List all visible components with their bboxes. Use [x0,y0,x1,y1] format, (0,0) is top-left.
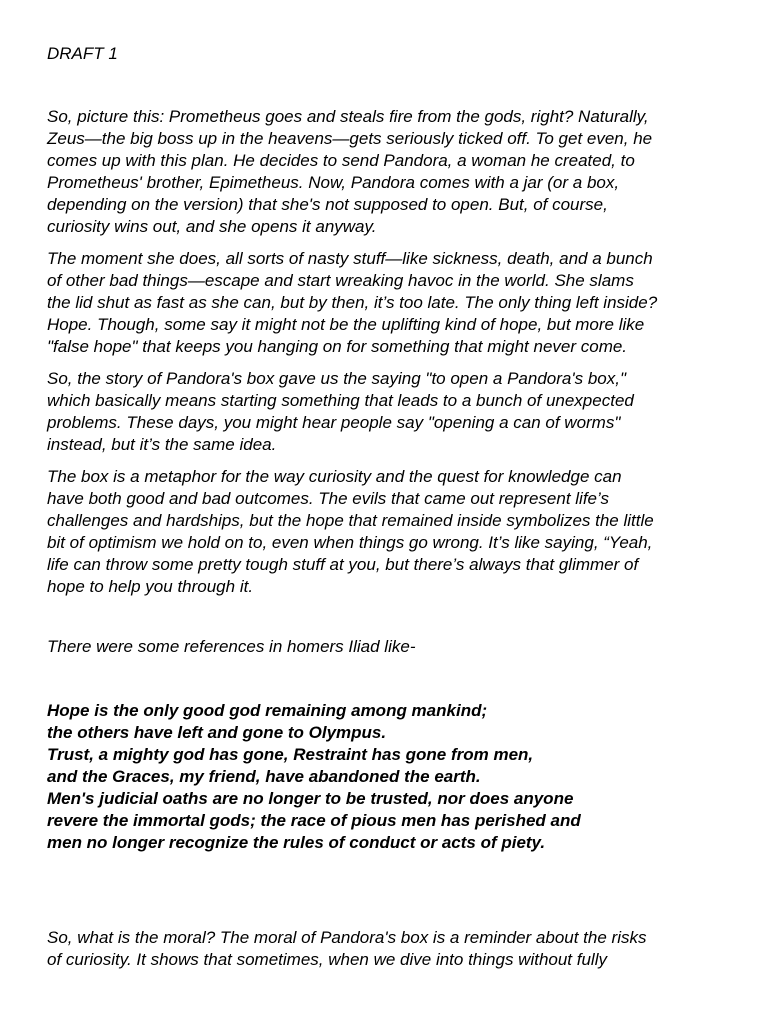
paragraph-prometheus [47,106,737,238]
text-line: So, what is the moral? The moral of Pandora's box is a reminder about the risks [47,928,647,947]
draft-title: DRAFT 1 [47,44,118,63]
text-line: of curiosity. It shows that sometimes, when we dive into things without fully [47,950,607,969]
text-line: of other bad things—escape and start wreaking havoc in the world. She slams [47,271,634,290]
text-line: problems. These days, you might hear people say "opening a can of worms" [47,413,621,432]
text-line: which basically means starting something that leads to a bunch of unexpected [47,391,634,410]
text-line: have both good and bad outcomes. The evils that came out represent life’s [47,489,609,508]
paragraph-opening [47,248,737,358]
quote-line: Hope is the only good god remaining among mankind; [47,701,488,720]
text-line: So, picture this: Prometheus goes and steals fire from the gods, right? Naturally, [47,107,649,126]
text-line: bit of optimism we hold on to, even when things go wrong. It’s like saying, “Yeah, [47,533,653,552]
body-text [47,106,737,608]
paragraph-saying [47,368,737,456]
text-line: Prometheus' brother, Epimetheus. Now, Pandora comes with a jar (or a box, [47,173,620,192]
paragraph-metaphor [47,466,737,598]
moral-paragraph [47,927,646,971]
text-line: Zeus—the big boss up in the heavens—gets seriously ticked off. To get even, he [47,129,653,148]
quote-line: Trust, a mighty god has gone, Restraint has gone from men, [47,745,534,764]
text-line: challenges and hardships, but the hope that remained inside symbolizes the little [47,511,654,530]
quote-line: men no longer recognize the rules of conduct or acts of piety. [47,833,546,852]
text-line: So, the story of Pandora's box gave us the saying "to open a Pandora's box," [47,369,626,388]
text-line: The moment she does, all sorts of nasty stuff—like sickness, death, and a bunch [47,249,653,268]
text-line: depending on the version) that she's not supposed to open. But, of course, [47,195,608,214]
iliad-intro: There were some references in homers Iliad like- [47,637,416,656]
text-line: comes up with this plan. He decides to send Pandora, a woman he created, to [47,151,635,170]
text-line: hope to help you through it. [47,577,254,596]
text-line: life can throw some pretty tough stuff at you, but there’s always that glimmer of [47,555,639,574]
text-line: instead, but it’s the same idea. [47,435,277,454]
text-line: the lid shut as fast as she can, but by then, it’s too late. The only thing left inside? [47,293,658,312]
iliad-quote [47,700,581,854]
text-line: curiosity wins out, and she opens it anyway. [47,217,377,236]
text-line: The box is a metaphor for the way curiosity and the quest for knowledge can [47,467,622,486]
quote-line: revere the immortal gods; the race of pious men has perished and [47,811,581,830]
quote-line: and the Graces, my friend, have abandoned the earth. [47,767,481,786]
text-line: Hope. Though, some say it might not be the uplifting kind of hope, but more like [47,315,645,334]
quote-line: Men's judicial oaths are no longer to be trusted, nor does anyone [47,789,574,808]
quote-line: the others have left and gone to Olympus. [47,723,387,742]
text-line: "false hope" that keeps you hanging on for something that might never come. [47,337,628,356]
